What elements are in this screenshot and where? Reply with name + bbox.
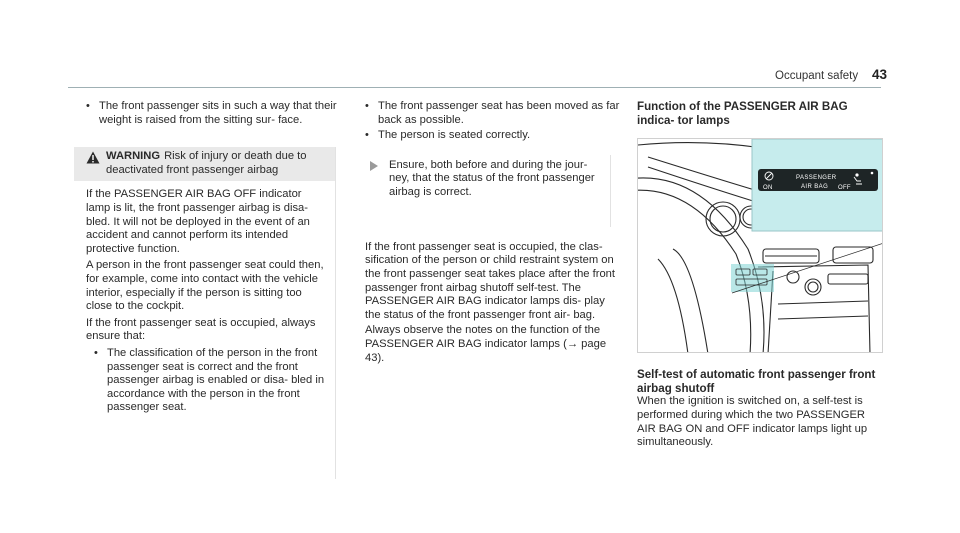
header-rule: [68, 87, 881, 88]
bullet-item: • The front passenger sits in such a way that their weight is raised from the sitting sur- face.: [86, 100, 346, 127]
warning-sub-bullet: • The classification of the person in the front passenger seat is correct and the front passenger airbag is enabled or disa- bled in accordance with the person in the front passenger seat.: [94, 347, 325, 415]
indicator-on-label: ON: [763, 185, 773, 192]
column-middle: [365, 100, 622, 367]
warning-paragraph: A person in the front passenger seat could then, for example, come into contact with the vehicle interior, especially if the person is sitting too close to the cockpit.: [86, 259, 324, 313]
column-left: [86, 100, 346, 479]
warning-body: [74, 181, 335, 415]
indicator-off-label: OFF: [838, 185, 851, 192]
column-right: [637, 100, 883, 450]
warning-title: Risk of injury or death due to deactivated front passenger airbag: [106, 150, 307, 176]
action-text: Ensure, both before and during the jour- ney, that the status of the front passenger airbag is correct.: [389, 158, 595, 198]
action-arrow-icon: [369, 161, 379, 171]
section-title: Function of the PASSENGER AIR BAG indica- tor lamps: [637, 100, 848, 127]
selftest-section: [637, 368, 883, 450]
section-body: When the ignition is switched on, a self-test is performed during which the two PASSENGER AIR BAG ON and OFF indicator lamps light up simultaneously.: [637, 395, 868, 449]
action-step: [353, 155, 611, 227]
header-section-title: Occupant safety: [775, 70, 859, 82]
section-title: Self-test of automatic front passenger front airbag shutoff: [637, 368, 876, 395]
paragraph: Always observe the notes on the function of the PASSENGER AIR BAG indicator lamps (→ page 43).: [365, 324, 607, 364]
indicator-airbag-label: AIR BAG: [801, 184, 829, 191]
warning-label: WARNING: [106, 150, 161, 163]
bullet-item: • The front passenger seat has been moved as far back as possible.: [365, 100, 622, 127]
warning-box: [74, 147, 336, 479]
dashboard-illustration: [637, 138, 883, 353]
indicator-passenger-label: PASSENGER: [796, 175, 837, 182]
bullet-item: • The person is seated correctly.: [365, 129, 622, 143]
page-number: 43: [872, 67, 888, 82]
warning-paragraph: If the PASSENGER AIR BAG OFF indicator lamp is lit, the front passenger airbag is disa- bled. It will not be deployed in the event of an accident and cannot perform its intended protective function.: [86, 188, 310, 255]
body-text: [365, 241, 622, 365]
warning-header: [74, 147, 335, 181]
warning-paragraph: If the front passenger seat is occupied, always ensure that:: [86, 316, 316, 343]
dashboard-drawing: [638, 139, 883, 353]
warning-triangle-icon: [86, 151, 100, 164]
paragraph: If the front passenger seat is occupied, the clas- sification of the person or child restraint system on the front passenger seat takes place after the front passenger front airbag shutoff self-test. The PASSENGER AIR BAG indicator lamps dis- play the status of the front passenger front air- bag.: [365, 240, 616, 321]
